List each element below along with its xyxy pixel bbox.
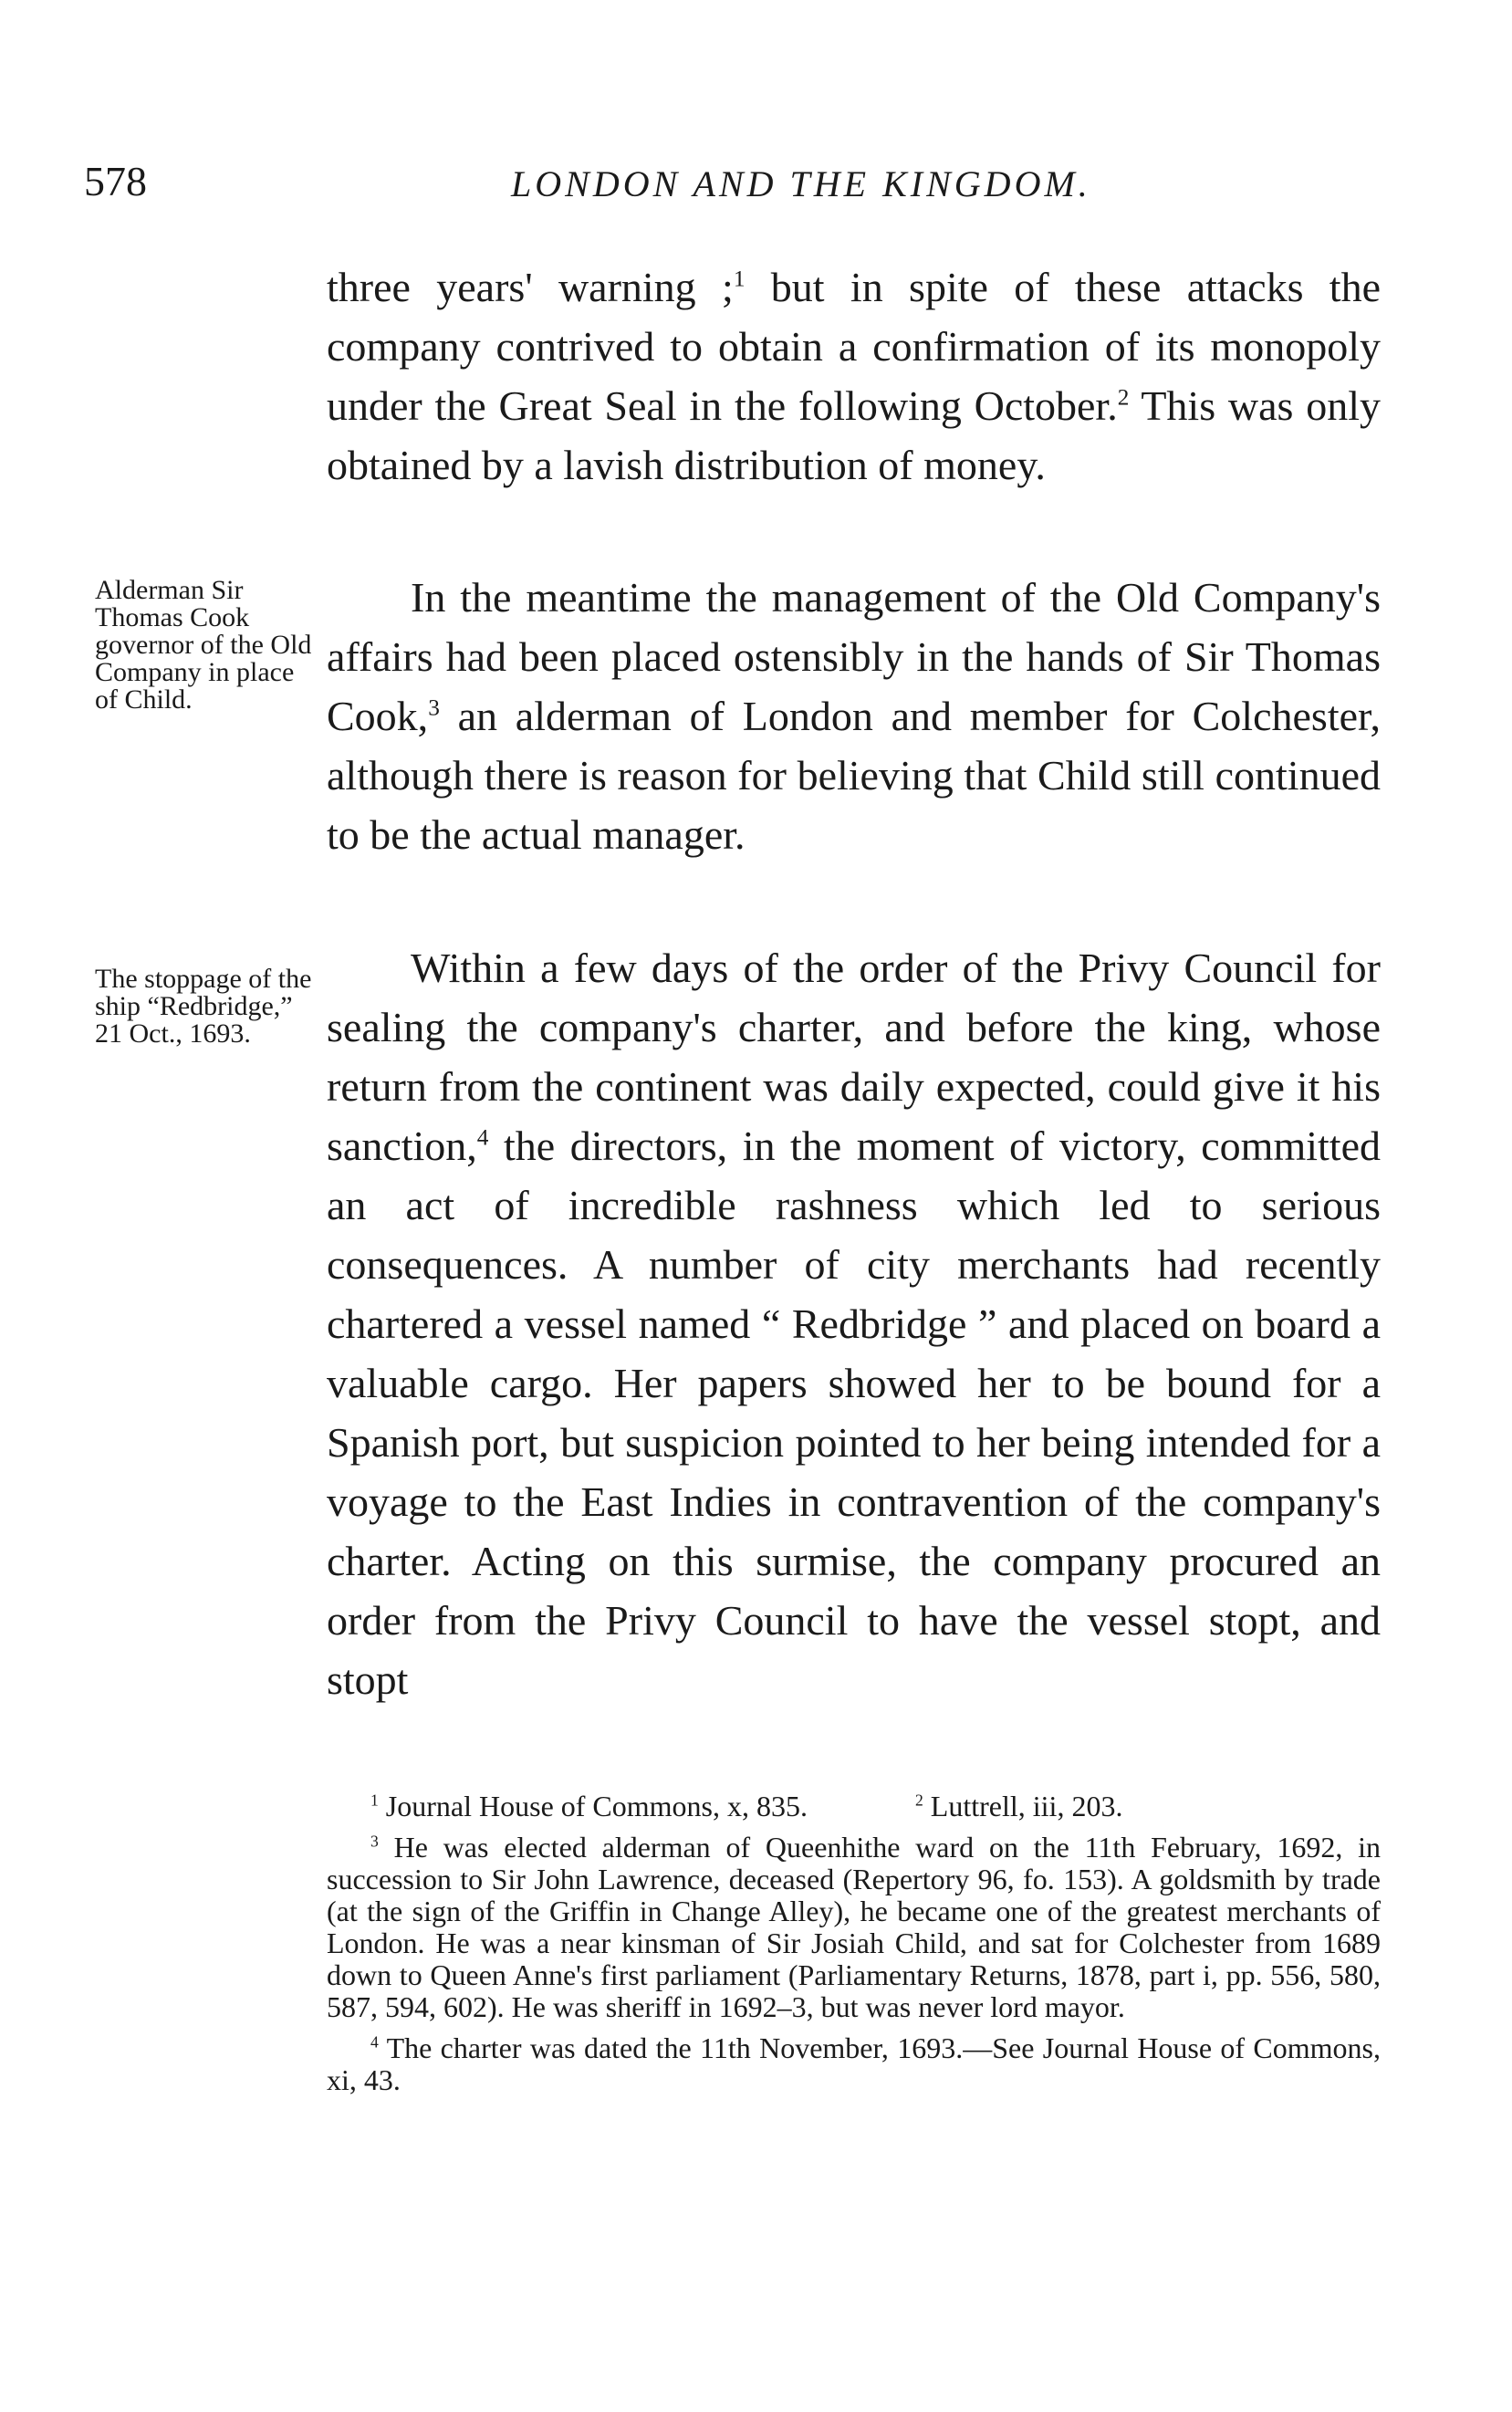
running-head: LONDON AND THE KINGDOM.: [511, 163, 1091, 204]
footnote-ref-4: 4: [476, 1124, 489, 1151]
sidenote-cook: Alderman Sir Thomas Cook governor of the Old Company in place of Child.: [95, 575, 312, 715]
footnote-row-1-2: [327, 1791, 1381, 1822]
footnote-4-text: The charter was dated the 11th November, 1693.—See Journal House of Commons, xi, 43.: [327, 2031, 1382, 2096]
paragraph-1-text-a: three years' warning ;: [327, 264, 734, 310]
footnote-3-text: He was elected alderman of Queenhithe ward on the 11th February, 1692, in succession to Sir John Lawrence, deceased (Repertory 96, fo. 153). A goldsmith by trade (at the sign of the Griffin in Change Alley), he became one of the greatest merchants of London. He was a near kinsman of Sir Josiah Child, and sat for Colchester from 1689 down to Queen Anne's first parliament (Parliamentary Returns, 1878, part i, pp. 556, 580, 587, 594, 602). He was sheriff in 1692–3, but was never lord mayor.: [327, 1831, 1382, 2023]
body-paragraph-2: [327, 568, 1381, 864]
footnote-4: [327, 2032, 1381, 2096]
footnote-2: [871, 1791, 1122, 1822]
paragraph-3-text-a: Within a few days of the order of the Privy Council for sealing the company's charter, and before the king, whose return from the continent was daily expected, could give it his sanction,: [327, 945, 1381, 1169]
footnote-ref-1: 1: [733, 266, 746, 292]
paragraph-2-text-a: In the meantime the management of the Old Company's affairs had been placed ostensibly in the hands of Sir Thomas Cook,: [327, 574, 1381, 739]
paragraph-2-text-b: an alderman of London and member for Colchester, although there is reason for believing that Child still continued to be the actual manager.: [327, 693, 1381, 858]
footnote-1-number: 1: [370, 1791, 379, 1810]
footnote-4-number: 4: [370, 2032, 379, 2052]
sidenote-redbridge: The stoppage of the ship “Redbridge,” 21 Oct., 1693.: [95, 964, 312, 1049]
footnote-2-number: 2: [915, 1791, 923, 1810]
body-paragraph-1: [327, 257, 1381, 495]
footnote-3: [327, 1832, 1381, 2023]
footnote-1: [327, 1791, 808, 1822]
paragraph-1-text-b: but in spite of these attacks the company contrived to obtain a confirmation of its monopoly under the Great Seal in the following October.: [327, 264, 1382, 429]
footnote-ref-2: 2: [1117, 384, 1130, 411]
footnote-2-text: Luttrell, iii, 203.: [930, 1790, 1123, 1822]
paragraph-1-text-c: This was only obtained by a lavish distribution of money.: [327, 382, 1381, 488]
page-number: 578: [84, 158, 147, 204]
paragraph-3-text-b: the directors, in the moment of victory, committed an act of incredible rashness which led to serious consequences. A number of city merchants had recently chartered a vessel named “ Redbridge ” and placed on board a valuable cargo. Her papers showed her to be bound for a Spanish port, but suspicion pointed to her being intended for a voyage to the East Indies in contravention of the company's charter. Acting on this surmise, the company procured an order from the Privy Council to have the vessel stopt, and stopt: [327, 1122, 1381, 1703]
footnote-3-number: 3: [370, 1832, 379, 1851]
footnotes: [327, 1791, 1381, 2105]
body-paragraph-3: [327, 938, 1381, 1709]
footnote-1-text: Journal House of Commons, x, 835.: [385, 1790, 808, 1822]
footnote-ref-3: 3: [428, 694, 440, 721]
